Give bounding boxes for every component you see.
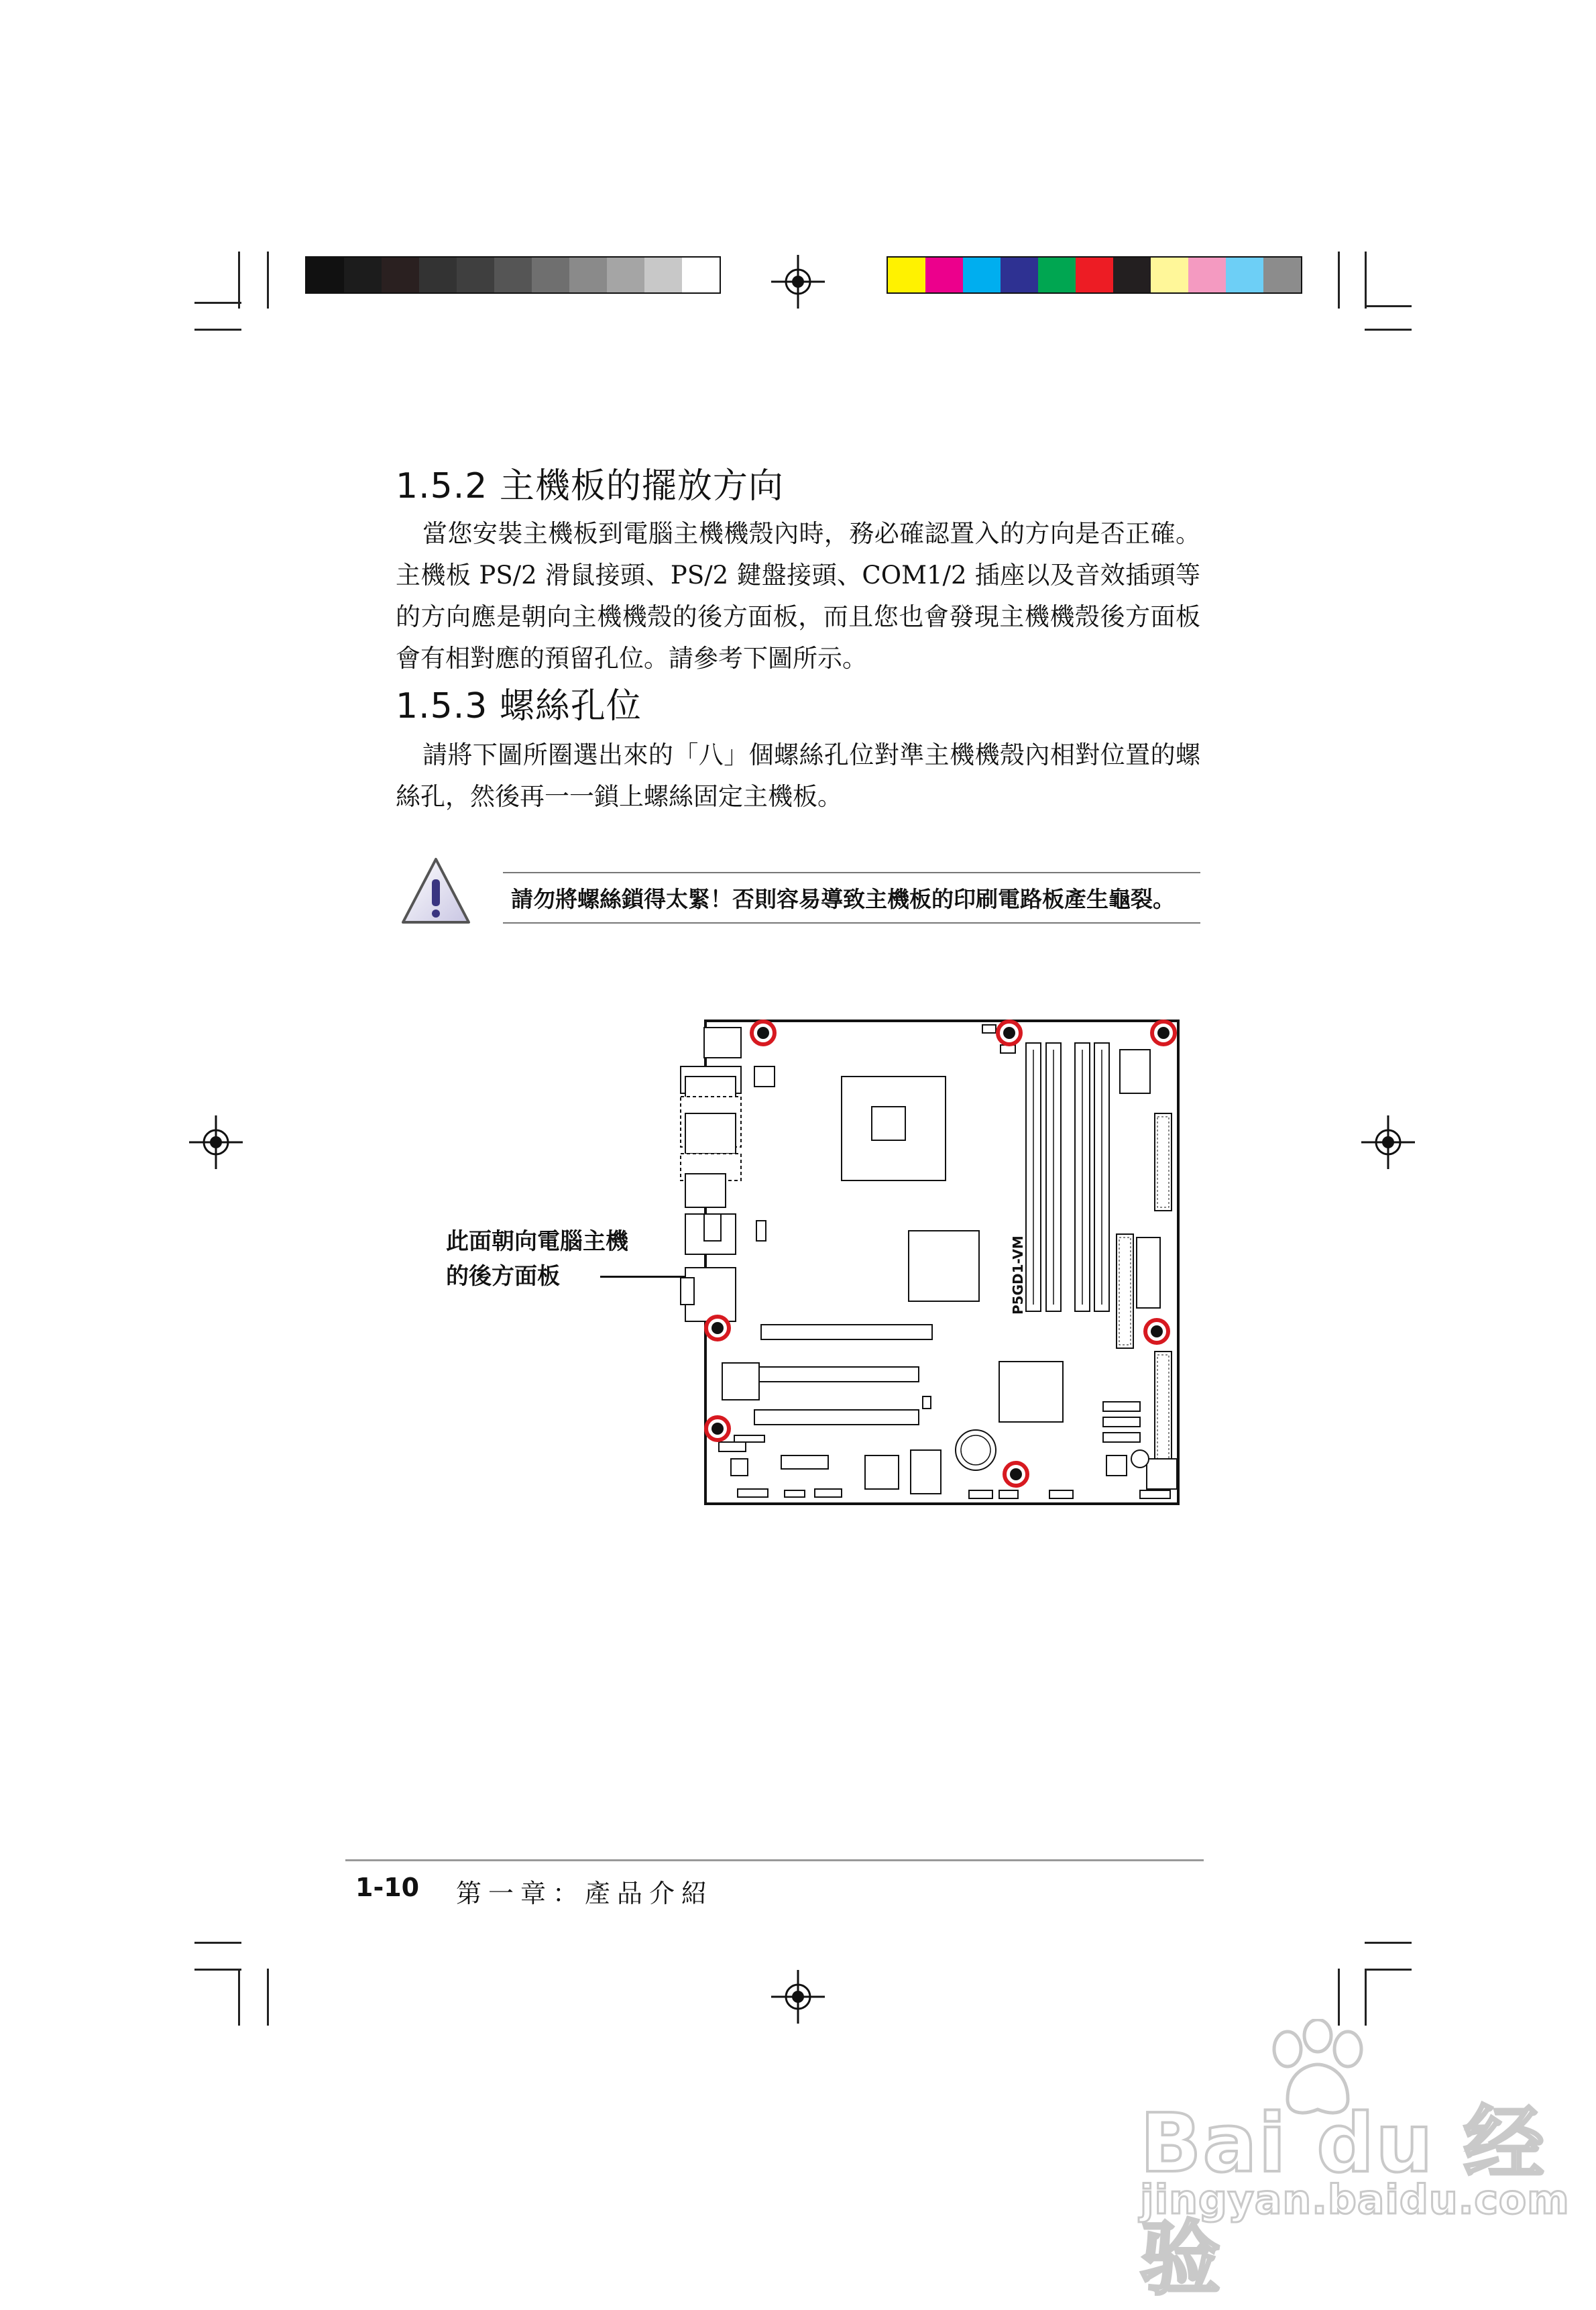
color-swatch xyxy=(607,258,644,292)
color-swatch xyxy=(344,258,382,292)
section-153-paragraph: 請將下圖所圈選出來的「八」個螺絲孔位對準主機機殼內相對位置的螺絲孔，然後再一一鎖上螺絲固定主機板。 xyxy=(396,740,1200,811)
watermark-brand: Bai du 经验 xyxy=(1140,2097,1546,2306)
color-swatch xyxy=(644,258,682,292)
color-swatch xyxy=(1001,258,1038,292)
rear-panel-pointer-line xyxy=(600,1276,687,1278)
caution-triangle-icon xyxy=(399,855,473,929)
color-swatch xyxy=(494,258,532,292)
color-swatch xyxy=(925,258,963,292)
screw-hole-icon xyxy=(706,1317,729,1339)
screw-hole-icon xyxy=(752,1022,775,1044)
screw-hole-icon xyxy=(706,1417,729,1440)
section-heading-152: 1.5.2 主機板的擺放方向 xyxy=(396,466,784,506)
registration-mark-icon xyxy=(189,1115,243,1169)
color-swatch xyxy=(1263,258,1301,292)
rear-panel-label-line2: 的後方面板 xyxy=(446,1263,560,1290)
color-swatch xyxy=(532,258,569,292)
color-swatch xyxy=(1188,258,1226,292)
screw-hole-icon xyxy=(998,1022,1021,1044)
warning-text: 請勿將螺絲鎖得太緊！否則容易導致主機板的印刷電路板產生龜裂。 xyxy=(511,886,1175,912)
screw-hole-icon xyxy=(1152,1022,1175,1044)
watermark-url: jingyan.baidu.com xyxy=(1140,2177,1570,2223)
warning-bottom-rule xyxy=(503,922,1200,924)
color-swatch xyxy=(1151,258,1188,292)
color-swatch xyxy=(569,258,607,292)
screw-hole-icon xyxy=(1145,1320,1168,1343)
section-152-paragraph: 當您安裝主機板到電腦主機機殼內時，務必確認置入的方向是否正確。主機板 PS/2 滑鼠接頭、PS/2 鍵盤接頭、COM1/2 插座以及音效插頭等的方向應是朝向主機機殼的後方面板，而且您也會發現主機機殼後方面板會有相對應的預留孔位。請參考下圖所示。 xyxy=(396,519,1200,673)
color-swatch-strip xyxy=(887,256,1302,294)
color-swatch xyxy=(1113,258,1151,292)
page-number: 1-10 xyxy=(355,1873,420,1902)
color-swatch xyxy=(457,258,494,292)
board-model-label: P5GD1-VM xyxy=(1010,1235,1026,1315)
registration-mark-icon xyxy=(1361,1115,1415,1169)
rear-panel-label-line1: 此面朝向電腦主機 xyxy=(446,1228,628,1255)
color-swatch xyxy=(682,258,720,292)
grayscale-swatch-strip xyxy=(305,256,721,294)
color-swatch xyxy=(306,258,344,292)
motherboard-layout-diagram xyxy=(677,1013,1184,1509)
screw-hole-icon xyxy=(1005,1463,1027,1486)
registration-mark-icon xyxy=(771,1970,825,2024)
color-swatch xyxy=(1038,258,1076,292)
color-swatch xyxy=(888,258,925,292)
footer-rule xyxy=(345,1859,1204,1861)
color-swatch xyxy=(382,258,419,292)
registration-mark-icon xyxy=(771,255,825,309)
color-swatch xyxy=(1226,258,1263,292)
color-swatch xyxy=(963,258,1001,292)
rear-panel-label xyxy=(446,1224,628,1294)
color-swatch xyxy=(419,258,457,292)
warning-top-rule xyxy=(503,872,1200,873)
color-swatch xyxy=(1076,258,1113,292)
chapter-title: 第一章：產品介紹 xyxy=(456,1879,714,1908)
section-heading-153: 1.5.3 螺絲孔位 xyxy=(396,686,642,726)
